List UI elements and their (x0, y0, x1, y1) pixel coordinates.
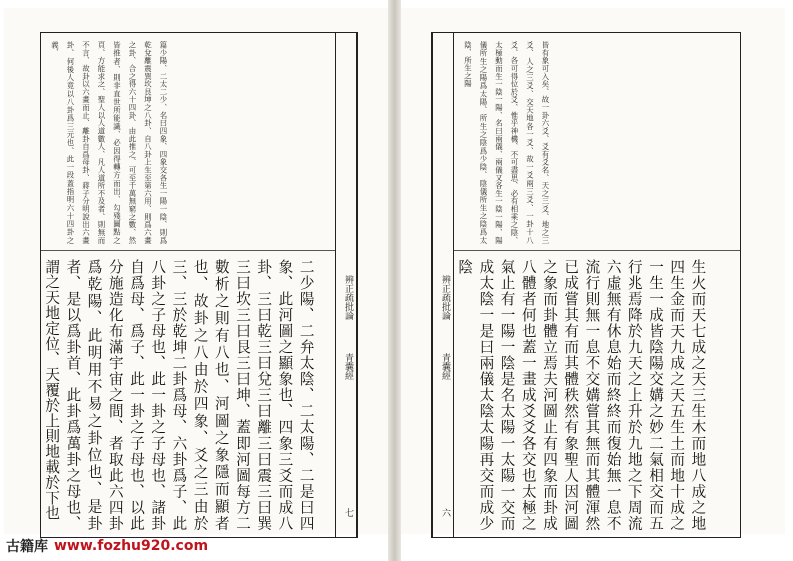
right-main-body (454, 251, 740, 537)
watermark-url: www.fozhu920.com (54, 538, 209, 554)
left-page (4, 8, 388, 534)
left-banxin-chapter: 青囊經 (343, 353, 353, 380)
right-page-frame (431, 32, 741, 538)
left-main-body (41, 251, 335, 537)
right-main-text: 生火而天七成之天三生木而地八成之地四生金而天九成之天五生土而地十成之一生一成皆陰陽交媾之妙二氣相交而五行兆焉降於九天之上升於九地之下周流六虛無有休息始而終終而復始無一息不流行則無一息不交媾嘗其無而其體渾然已成嘗其有而其體秩然有象聖人因河圖之象而卦體立焉夫河圖止有四象而卦成八體者何也蓋一畫成爻爻各交也太極之氣止有一陽一陰是名太陽一太陽一交而成太陰一是曰兩儀太陰太陽再交而成少陰 (456, 259, 707, 531)
site-watermark (6, 535, 208, 557)
left-upper-commentary (41, 33, 335, 251)
left-main-text: 二少陽、二弁太陰、二太陽、二是曰四象、此河圖之顯象也、四象三爻而成八卦、三曰乾三曰兌三曰離三曰震三曰巽三曰坎三曰艮三曰坤、蓋即河圖每方二數析之則有八也、河圖之象隱而顯者也、故卦之八由於四象、爻之三由於三、三於乾坤二卦爲母、六卦爲子、此八卦之子母也、此一卦之子母也、諸卦自爲母、爲子、此一卦之子母也、以此分施造化布滿宇宙之間、者取此六四卦爲乾陽、此明用不易之卦位也、是卦者、是以爲卦首、此卦爲萬卦之母也、謂之天地定位、天覆於上則地載於下也 (43, 259, 315, 531)
book-gutter (388, 0, 401, 561)
left-banxin-title: 辨正疏批論 (343, 275, 353, 320)
right-page-number: 六 (440, 508, 450, 517)
left-page-number: 七 (343, 508, 353, 517)
right-page (401, 8, 785, 534)
right-banxin-chapter: 青囊經 (440, 353, 450, 380)
watermark-site-name: 古籍库 (6, 539, 48, 555)
left-commentary-text: 篇少陽、二太二少、名曰四象、四象交各生一陽一陰、則爲乾兌離震巽坎艮坤之八卦、自八卦上生至第六用、則爲六畫之卦、合之得六十四卦、由此推之、可至千萬無窮之數、然皆推者、則非直世所能識、必因得轉方而出、勾殘圖點之頁、方能求之、聖人以人道數人、凡人道所不及者、則無而不言、故卦以六畫而止、離卦自爲母卦、蔣子分明說出六畫卦、何後人竟以八卦爲三元也、此一段蓋指明六十四卦之義、 (50, 41, 168, 244)
left-page-frame (40, 32, 358, 538)
right-upper-commentary (454, 33, 740, 251)
left-banxin (335, 33, 357, 537)
right-banxin (432, 33, 454, 537)
right-commentary-text: 皆有象可入矣、故一卦六爻、爻有爻名、天之三爻、地之三爻、人之三爻、交天地各一爻、故一爻兩三爻、一卦十八爻、各可得位於爻、惟乎神機、不可盡思、必有相乘之陰、太極動而生一陰一陽、名曰兩儀、兩儀又各生一陰一陽、陽儀所生之陽爲太陽、所生之陰爲少陰、陰儀所生之陰爲太陰、所生之陽 (463, 41, 550, 244)
right-banxin-title: 辨正疏批論 (440, 275, 450, 320)
